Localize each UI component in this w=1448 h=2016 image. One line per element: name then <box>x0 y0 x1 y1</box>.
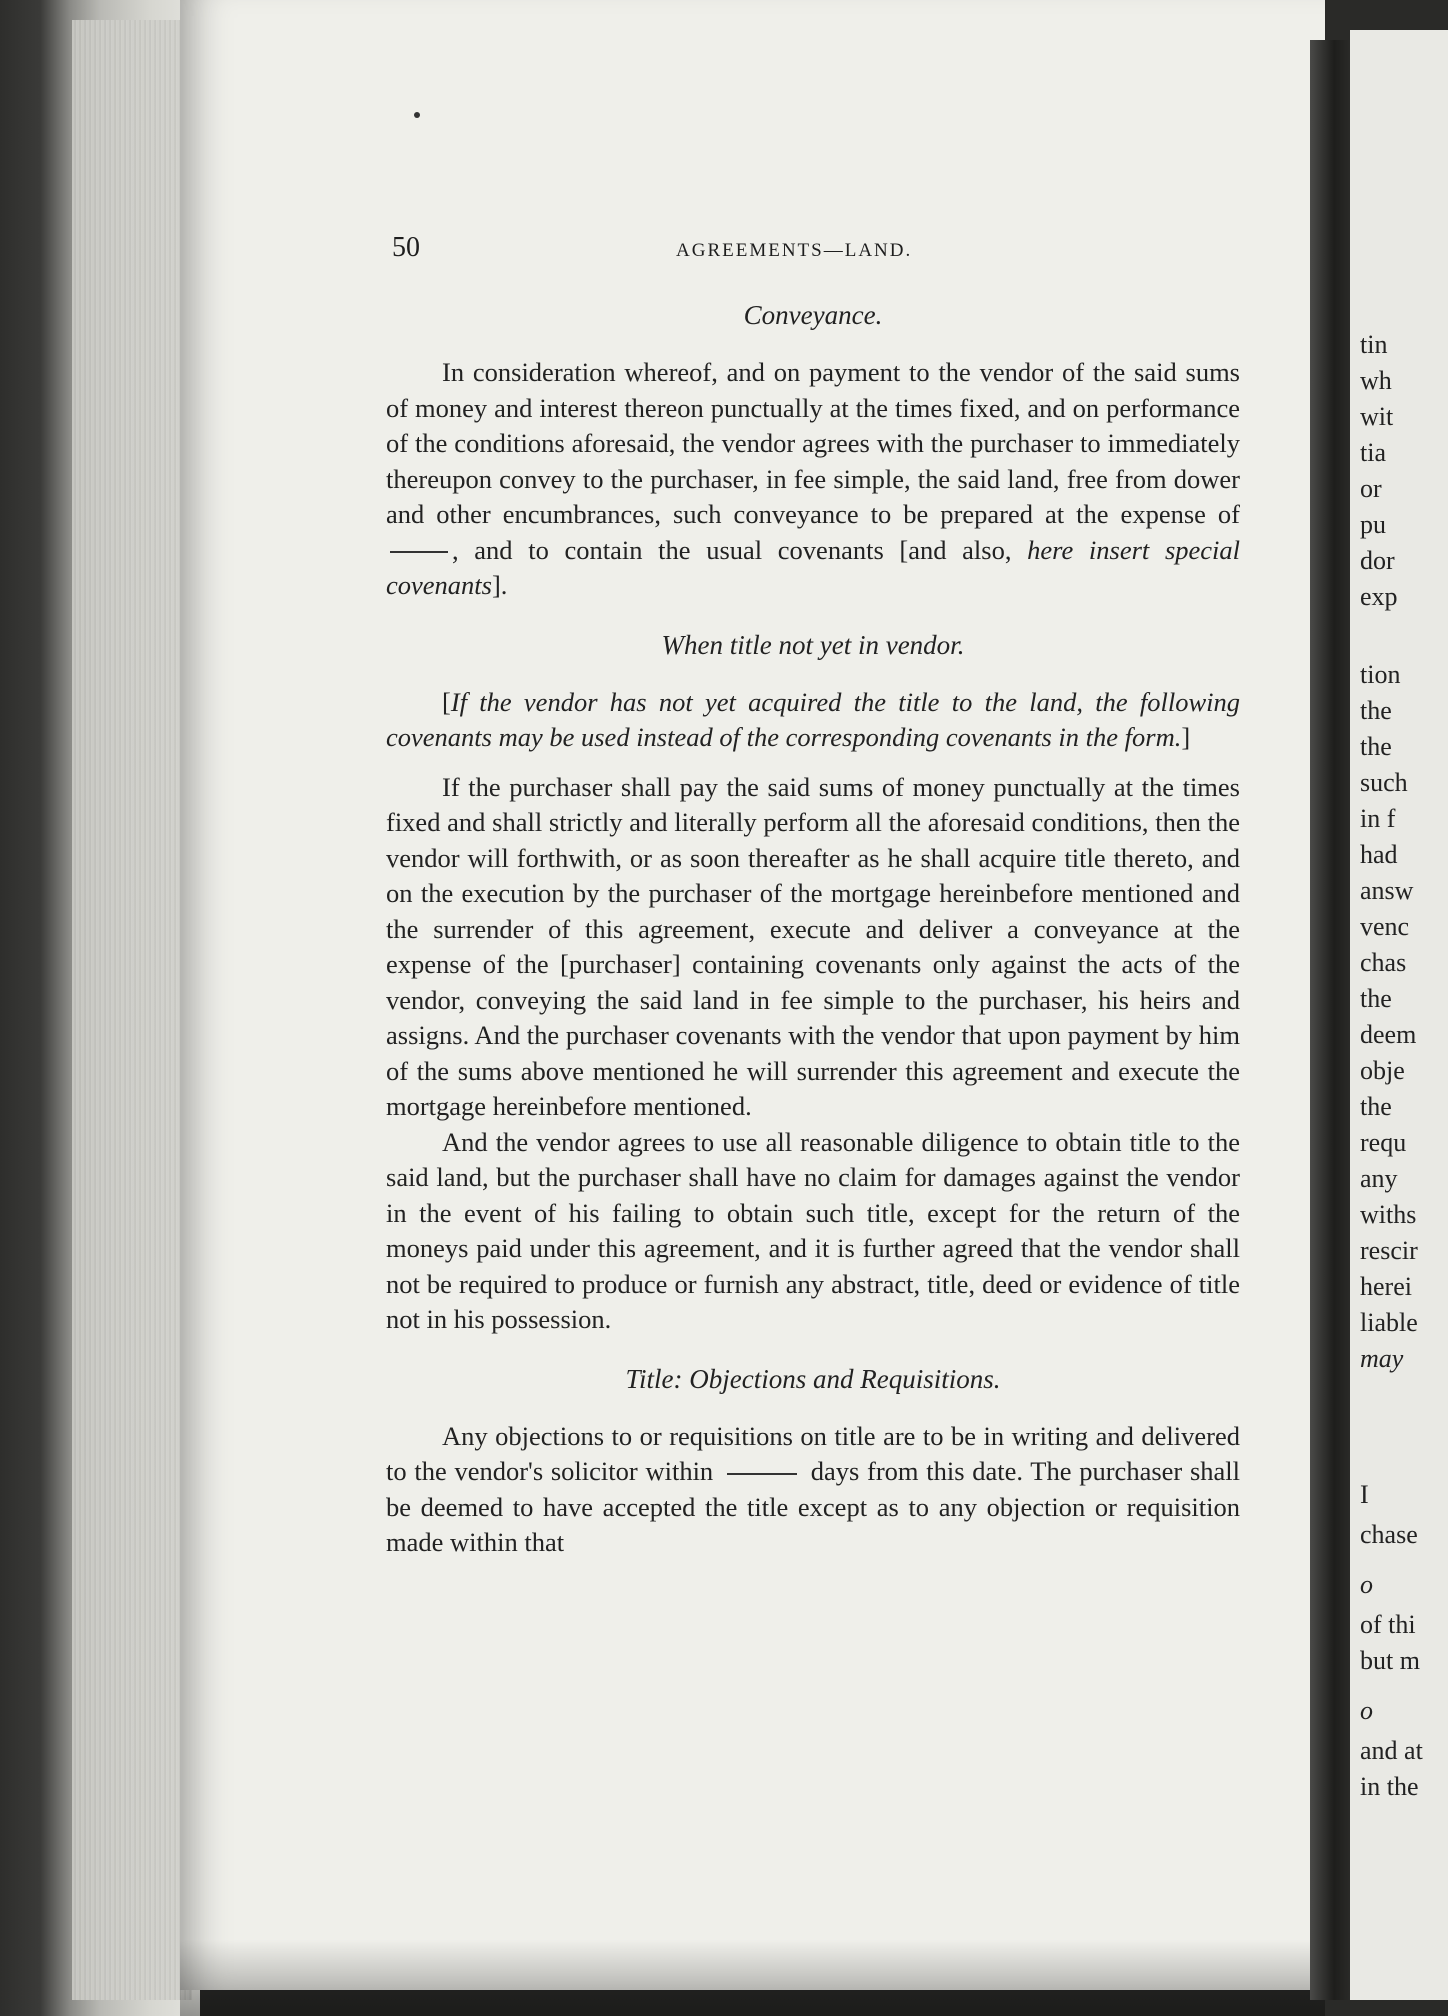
facing-page-line: obje <box>1360 1056 1405 1085</box>
facing-page-line: the <box>1360 984 1392 1013</box>
page-stack-edges <box>72 20 192 2000</box>
facing-page-line: herei <box>1360 1272 1412 1301</box>
facing-page-line: o <box>1360 1696 1373 1725</box>
facing-page-line: and at <box>1360 1736 1423 1765</box>
facing-page-line: in f <box>1360 804 1396 833</box>
title-paragraph-2: And the vendor agrees to use all reasonable diligence to obtain title to the said land, but the purchaser shall have no claim for damages against the vendor in the event of his failing to obtain such title, except for the return of the moneys paid under this agreement, and it is further agreed that the vendor shall not be required to produce or furnish any abstract, title, deed or evidence of title not in his possession. <box>386 1126 1240 1334</box>
title-paragraph-1: If the purchaser shall pay the said sums of money punctually at the times fixed and shall strictly and literally perform all the aforesaid conditions, then the vendor will forthwith, or as soon thereafter as he shall acquire title thereto, and on the execution by the purchaser of the mortgage hereinbefore mentioned and the surrender of this agreement, execute and deliver a conveyance at the expense of the [purchaser] containing covenants only against the acts of the vendor, conveying the said land in fee simple to the purchaser, his heirs and assigns. And the purchaser covenants with the vendor that upon payment by him of the sums above mentioned he will surrender this agreement and execute the mortgage hereinbefore mentioned. <box>386 771 1240 1121</box>
facing-page-line: rescir <box>1360 1236 1418 1265</box>
facing-page-line: venc <box>1360 912 1410 941</box>
note-close-bracket: ] <box>1181 722 1191 752</box>
conveyance-paragraph <box>386 355 1240 604</box>
section-heading-title-not-in-vendor: When title not yet in vendor. <box>661 629 965 660</box>
book-gutter <box>1310 40 1350 2000</box>
section-heading-objections: Title: Objections and Requisitions. <box>625 1363 1001 1394</box>
facing-page-line: the <box>1360 1092 1392 1121</box>
conveyance-text-end: ]. <box>491 570 508 600</box>
facing-page-line: but m <box>1360 1646 1420 1675</box>
facing-page-line: such <box>1360 768 1408 797</box>
facing-page-line: chas <box>1360 948 1407 977</box>
facing-page <box>1350 30 1448 2000</box>
facing-page-line: had <box>1360 840 1398 869</box>
facing-page-line: wh <box>1360 366 1392 395</box>
section-heading-conveyance: Conveyance. <box>743 300 883 330</box>
facing-page-line: requ <box>1360 1128 1407 1157</box>
running-head: AGREEMENTS—LAND. <box>676 240 913 261</box>
page-header <box>392 232 1242 272</box>
facing-page-line: liable <box>1360 1308 1418 1337</box>
facing-page-line: dor <box>1360 546 1395 575</box>
conveyance-italic: here insert special covenants <box>386 534 1241 600</box>
facing-page-line: withs <box>1360 1200 1417 1229</box>
facing-page-line: chase <box>1360 1520 1418 1549</box>
facing-page-line: in the <box>1360 1772 1419 1801</box>
facing-page-line: wit <box>1360 402 1394 431</box>
page-content <box>386 300 1240 1561</box>
facing-page-line: tion <box>1360 660 1401 689</box>
ink-speck <box>414 112 420 118</box>
facing-page-line: I <box>1360 1480 1369 1509</box>
title-note: If the vendor has not yet acquired the title to the land, the following covenants may be used instead of the corresponding covenants in the form. <box>386 686 1240 752</box>
facing-page-line: exp <box>1360 582 1398 611</box>
facing-page-line: any <box>1360 1164 1398 1193</box>
objections-text-cont: days from this date. The purchaser shall be deemed to have accepted the title except as to any objection or requisition made within that <box>386 1456 1241 1557</box>
conveyance-text-cont: , and to contain the usual covenants [and also, <box>452 534 1012 565</box>
page-bottom-shadow <box>180 1940 1325 2016</box>
facing-page-line: may <box>1360 1344 1404 1373</box>
facing-page-line: answ <box>1360 876 1414 905</box>
facing-page-line: pu <box>1360 510 1386 539</box>
facing-page-line: of thi <box>1360 1610 1416 1639</box>
blank-line <box>727 1473 797 1475</box>
facing-page-line: the <box>1360 732 1392 761</box>
facing-page-line: or <box>1360 474 1382 503</box>
facing-page-line: the <box>1360 696 1392 725</box>
objections-paragraph <box>386 1419 1240 1561</box>
conveyance-text: In consideration whereof, and on payment to the vendor of the said sums of money and interest thereon punctually at the times fixed, and on performance of the conditions aforesaid, the vendor agrees with the purchaser to immediately thereupon convey to the purchaser, in fee simple, the said land, free from dower and other encumbrances, such conveyance to be prepared at the expense of <box>386 357 1240 529</box>
page-number: 50 <box>392 232 420 263</box>
objections-text: Any objections to or requisitions on title are to be in writing and delivered to the vendor's solicitor within <box>386 1420 1240 1486</box>
facing-page-line: tin <box>1360 330 1388 359</box>
title-note-paragraph <box>386 685 1240 756</box>
facing-page-line: deem <box>1360 1020 1417 1049</box>
facing-page-line: tia <box>1360 438 1386 467</box>
facing-page-line: o <box>1360 1570 1373 1599</box>
blank-line <box>390 551 448 553</box>
note-open-bracket: [ <box>442 686 451 717</box>
